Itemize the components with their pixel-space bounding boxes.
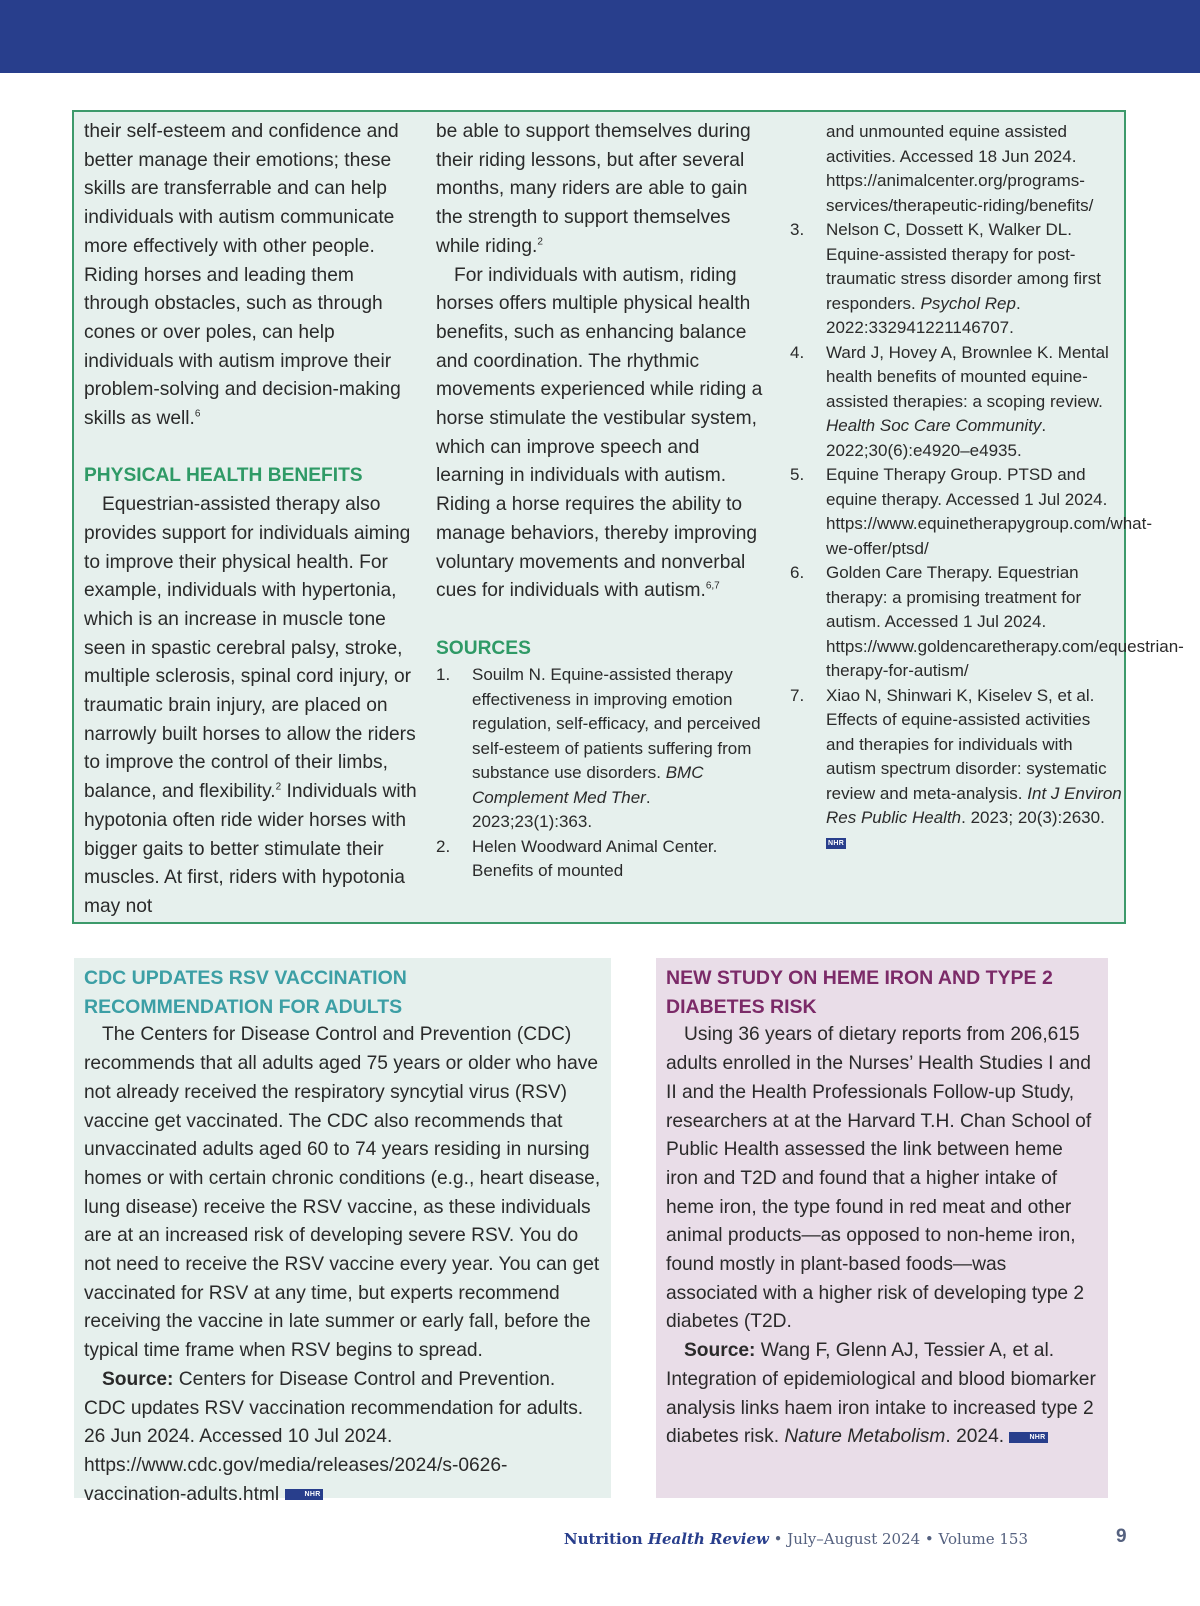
nhr-end-mark-icon: NHR bbox=[285, 1489, 323, 1500]
article-column-1 bbox=[84, 118, 419, 922]
heme-title: NEW STUDY ON HEME IRON AND TYPE 2 DIABETES RISK bbox=[666, 967, 1053, 1018]
paragraph: be able to support themselves during their riding lessons, but after several months, many riders are able to gain the strength to support themselves while riding.$^2$ bbox=[436, 121, 751, 257]
section-heading-sources: SOURCES bbox=[436, 637, 531, 659]
paragraph: For individuals with autism, riding horses offers multiple physical health benefits, such as enhancing balance and coordination. The rhythmic movements experienced while riding a horse stimulate the vestibular system, which can improve speech and learning in individuals with autism. Riding a horse requires the ability to manage behaviors, thereby improving voluntary movements and nonverbal cues for individuals with autism.$^{6,7}$ bbox=[436, 264, 763, 602]
rsv-body: The Centers for Disease Control and Prevention (CDC) recommends that all adults aged 75 years or older who have not already received the respiratory syncytial virus (RSV) vaccine get vaccinated. The CDC also recommends that unvaccinated adults aged 60 to 74 years residing in nursing homes or with certain chronic conditions (e.g., heart disease, lung disease) receive the RSV vaccine, as these individuals are at an increased risk of developing severe RSV. You do not need to receive the RSV vaccine every year. You can get vaccinated for RSV at any time, but experts recommend receiving the vaccine in late summer or early fall, before the typical time frame when RSV begins to spread. bbox=[84, 1024, 601, 1362]
heme-news-box bbox=[656, 958, 1108, 1498]
article-continuation bbox=[72, 110, 1184, 924]
article-column-3 bbox=[790, 120, 1184, 855]
rsv-source: Source: Centers for Disease Control and Prevention. CDC updates RSV vaccination recommendation for adults. 26 Jun 2024. Accessed 10 Jul 2024. https://www.cdc.gov/media/releases/2024/s-0626-vaccination-adults.html NHR bbox=[84, 1368, 584, 1505]
page-footer: Nutrition Health Review • July–August 2024 • Volume 153 bbox=[563, 1530, 1028, 1548]
sources-list bbox=[790, 218, 1184, 855]
rsv-title: CDC UPDATES RSV VACCINATION RECOMMENDATION FOR ADULTS bbox=[84, 967, 407, 1018]
header-band bbox=[0, 0, 1200, 73]
source-item-continued: and unmounted equine assisted activities. Accessed 18 Jun 2024. https://animalcenter.org/programs-services/therapeutic-riding/benefits/ bbox=[826, 122, 1094, 215]
source-item: 1. Souilm N. Equine-assisted therapy effectiveness in improving emotion regulation, self-efficacy, and perceived self-esteem of patients suffering from substance use disorders. BMC Complement Med Ther. 2023;23(1):363. bbox=[436, 665, 761, 832]
nhr-end-mark-icon: NHR bbox=[1009, 1432, 1047, 1443]
source-item: 5. Equine Therapy Group. PTSD and equine therapy. Accessed 1 Jul 2024. https://www.equinetherapygroup.com/what-we-offer/ptsd/ bbox=[790, 465, 1153, 558]
sources-list bbox=[436, 663, 766, 884]
section-heading-physical: PHYSICAL HEALTH BENEFITS bbox=[84, 465, 363, 487]
article-column-2 bbox=[436, 118, 766, 884]
source-item: 4. Ward J, Hovey A, Brownlee K. Mental health benefits of mounted equine-assisted therapies: a scoping review. Health Soc Care Community. 2022;30(6):e4920–e4935. bbox=[790, 342, 1109, 460]
rsv-news-box bbox=[74, 958, 611, 1505]
source-item: 3. Nelson C, Dossett K, Walker DL. Equine-assisted therapy for post-traumatic stress disorder among first responders. Psychol Rep. 2022:332941221146707. bbox=[790, 220, 1101, 337]
paragraph: Equestrian-assisted therapy also provides support for individuals aiming to improve their physical health. For example, individuals with hypertonia, which is an increase in muscle tone seen in spastic cerebral palsy, stroke, multiple sclerosis, spinal cord injury, or traumatic brain injury, are placed on narrowly built horses to allow the riders to improve the control of their limbs, balance, and flexibility.$^2$ Individuals with hypotonia often ride wider horses with bigger gaits to better stimulate their muscles. At first, riders with hypotonia may not bbox=[84, 494, 417, 917]
page-number: 9 bbox=[1116, 1526, 1127, 1547]
heme-source: Source: Wang F, Glenn AJ, Tessier A, et al. Integration of epidemiological and blood biomarker analysis links haem iron intake to increased type 2 diabetes risk. Nature Metabolism. 2024. NHR bbox=[666, 1340, 1096, 1448]
source-item: 7. Xiao N, Shinwari K, Kiselev S, et al. Effects of equine-assisted activities and therapies for individuals with autism spectrum disorder: systematic review and meta-analysis. Int J Environ Res Public Health. 2023; 20(3):2630. NHR bbox=[790, 685, 1122, 847]
source-item: 2. Helen Woodward Animal Center. Benefits of mounted bbox=[436, 836, 718, 881]
nhr-end-mark-icon: NHR bbox=[828, 839, 845, 847]
paragraph: their self-esteem and confidence and better manage their emotions; these skills are transferrable and can help individuals with autism communicate more effectively with other people. Riding horses and leading them through obstacles, such as through cones or over poles, can help individuals with autism improve their problem-solving and decision-making skills as well.$^6$ bbox=[84, 121, 401, 430]
source-item: 6. Golden Care Therapy. Equestrian therapy: a promising treatment for autism. Accessed 1 Jul 2024. https://www.goldencaretherapy.com/equestrian-therapy-for-autism/ bbox=[790, 563, 1184, 680]
heme-body: Using 36 years of dietary reports from 206,615 adults enrolled in the Nurses’ Health Studies I and II and the Health Professionals Follow-up Study, researchers at at the Harvard T.H. Chan School of Public Health assessed the link between heme iron and T2D and found that a higher intake of heme iron, the type found in red meat and other animal products—as opposed to non-heme iron, found mostly in plant-based foods—was associated with a higher risk of developing type 2 diabetes (T2D. bbox=[666, 1024, 1092, 1333]
